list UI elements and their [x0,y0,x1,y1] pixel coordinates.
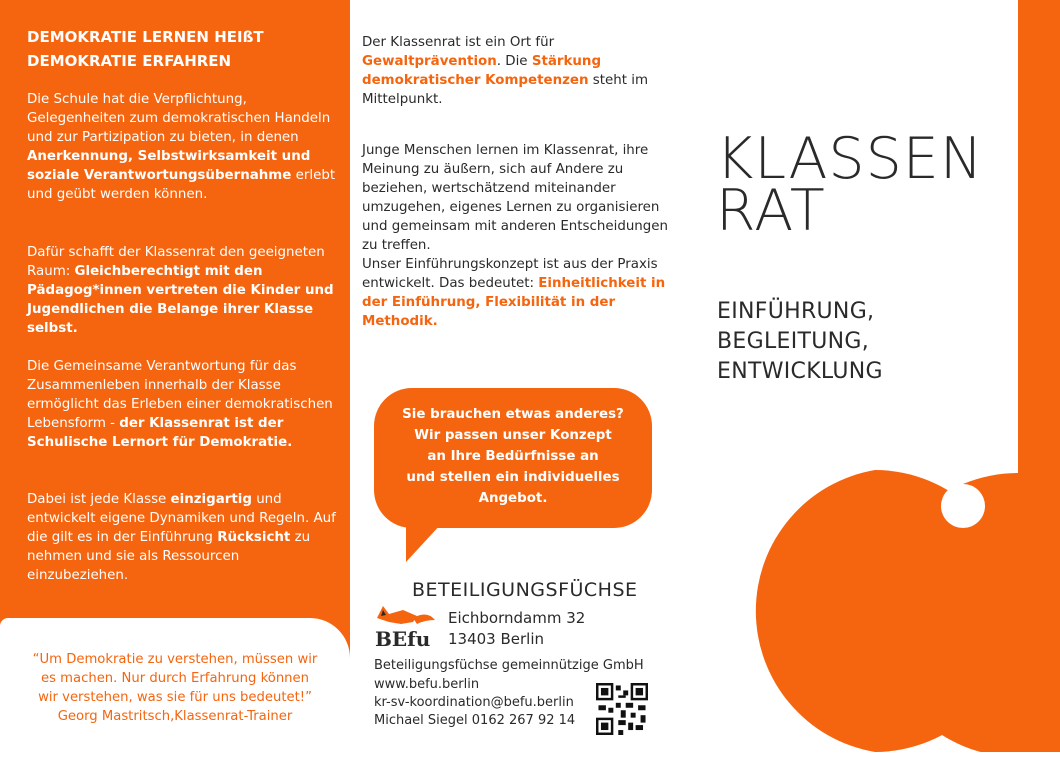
paragraph-emphasis: einzigartig [170,492,252,507]
left-panel [0,0,350,752]
heading-line-1: DEMOKRATIE LERNEN HEIßT [27,28,264,46]
paragraph-emphasis: Stärkung demokratischer Kompetenzen [362,54,602,88]
website-link[interactable]: www.befu.berlin [374,677,480,692]
title-line: RAT [716,178,826,244]
paragraph-text: und entwickelt eigene Dynamiken und Regeln. Auf die gilt es in der Einführung [27,492,336,545]
paragraph-text: Der Klassenrat ist ein Ort für [362,35,555,50]
bubble-line: Sie brauchen etwas anderes? [402,407,624,422]
page-title [716,126,984,244]
bubble-line: Wir passen unser Konzept [414,428,612,443]
paragraph-obligation [27,90,339,204]
bubble-line: an Ihre Bedürfnisse an [427,449,599,464]
title-line: KLASSEN [716,126,984,192]
bubble-line: und stellen ein individuelles [406,470,620,485]
paragraph-emphasis: der Klassenrat ist der Schulische Lernort für Demokratie. [27,416,293,450]
paragraph-emphasis: Anerkennung, Selbstwirksamkeit und soziale Verantwortungsübernahme [27,149,311,183]
qr-code-icon[interactable] [596,683,648,735]
paragraph-text: Die Schule hat die Verpflichtung, Gelegenheiten zum demokratischen Handeln und zur Partizipation zu bieten, in denen [27,92,331,145]
subtitle-line: EINFÜHRUNG, [717,299,875,324]
company-name: Beteiligungsfüchse gemeinnützige GmbH [374,658,644,673]
learning-paragraph [362,141,684,331]
organization-name: BETEILIGUNGSFÜCHSE [412,579,638,601]
paragraph-emphasis: Einheitlichkeit in der Einführung, Flexibilität in der Methodik. [362,276,666,329]
address-street: Eichborndamm 32 [448,609,586,627]
left-heading [27,25,337,73]
bubble-text [386,404,640,509]
quote-author: Georg Mastritsch,Klassenrat-Trainer [57,709,293,724]
paragraph-emphasis: Rücksicht [217,530,291,545]
quote-text [12,650,338,726]
paragraph-text: erlebt und geübt werden können. [27,168,336,202]
speech-bubble-tail [406,510,454,562]
paragraph-responsibility [27,357,339,452]
paragraph-text: Die Gemeinsame Verantwortung für das Zusammenleben innerhalb der Klasse ermöglicht das Erleben einer demokratischen Lebensform - [27,359,333,431]
right-edge-bar [1018,0,1060,752]
speech-bubble [374,388,652,528]
page-subtitle [717,297,883,387]
email-link[interactable]: kr-sv-koordination@befu.berlin [374,695,574,710]
address-city: 13403 Berlin [448,630,545,648]
paragraph-text: zu nehmen und sie als Ressourcen einzubeziehen. [27,530,311,583]
quote-line: wir verstehen, was sie für uns bedeutet!” [38,690,312,705]
subtitle-line: ENTWICKLUNG [717,359,883,384]
paragraph-text: Dabei ist jede Klasse [27,492,171,507]
intro-paragraph [362,33,684,109]
subtitle-line: BEGLEITUNG, [717,329,870,354]
heading-line-2: DEMOKRATIE ERFAHREN [27,52,232,70]
paragraph-uniqueness [27,490,339,585]
contact-person: Michael Siegel 0162 267 92 14 [374,713,576,728]
paragraph-text: Unser Einführungskonzept ist aus der Praxis entwickelt. Das bedeutet: [362,257,658,291]
paragraph-text: Dafür schafft der Klassenrat den geeigneten Raum: [27,245,325,279]
paragraph-text: Junge Menschen lernen im Klassenrat, ihre Meinung zu äußern, sich auf Andere zu beziehen, wertschätzend miteinander umzugehen, eigenes Lernen zu organisieren und gemeinsam mit anderen Entscheidungen zu treffen. [362,143,669,253]
quote-box [0,618,350,758]
paragraph-emphasis: Gleichberechtigt mit den Pädagog*innen vertreten die Kinder und Jugendlichen die Belange ihrer Klasse selbst. [27,264,334,336]
paragraph-emphasis: Gewaltprävention [362,54,497,69]
quote-line: es machen. Nur durch Erfahrung können [40,671,310,686]
bubble-line: Angebot. [478,491,548,506]
fox-logo [373,600,441,650]
logo-text: BEfu [375,627,431,650]
paragraph-text: steht im Mittelpunkt. [362,73,649,107]
paragraph-text: . Die [496,54,532,69]
quote-line: “Um Demokratie zu verstehen, müssen wir [32,652,318,667]
paragraph-space [27,243,339,338]
